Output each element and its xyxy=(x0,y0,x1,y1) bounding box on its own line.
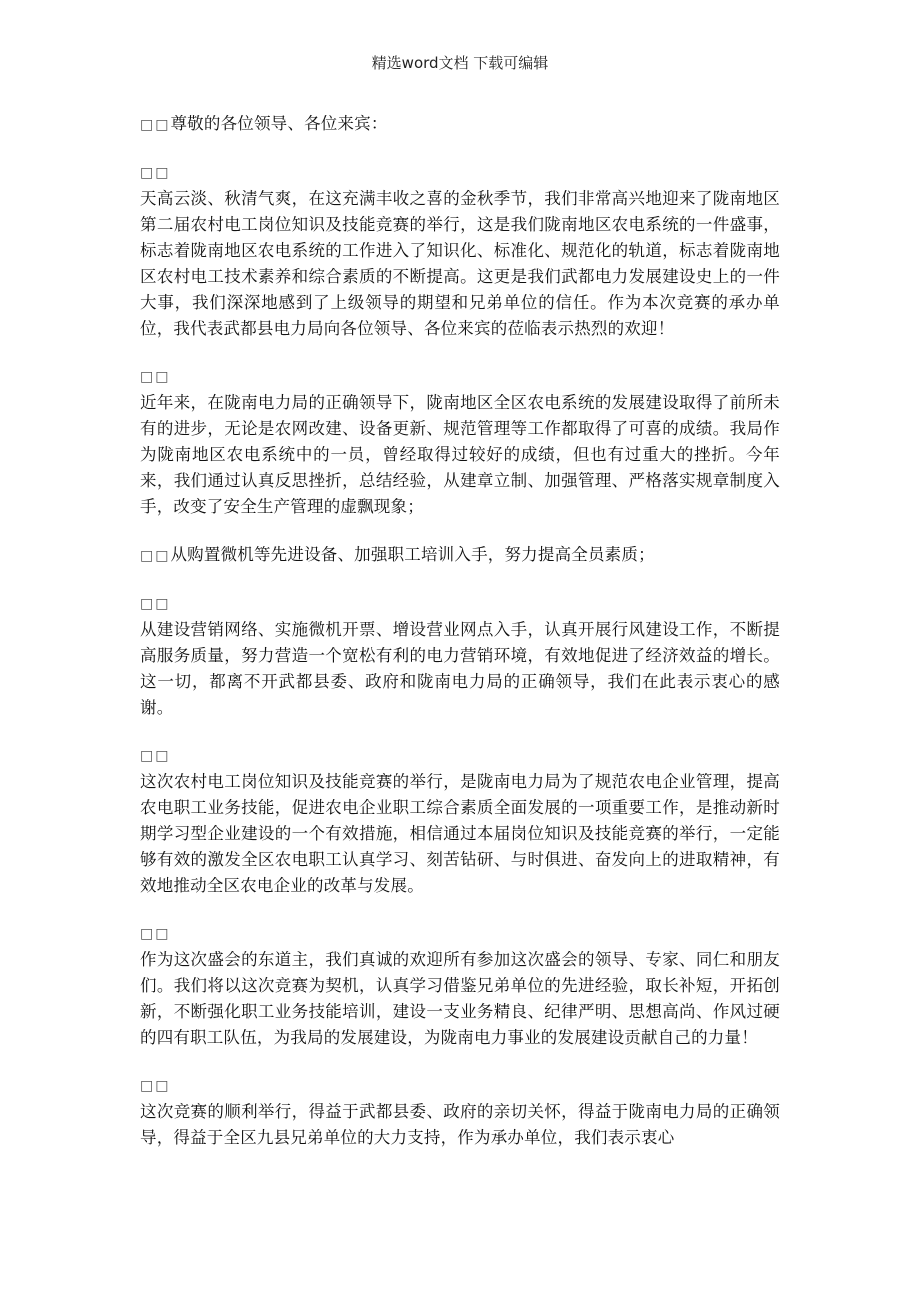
paragraph-5 xyxy=(140,921,780,1051)
lead-glyph: □□ xyxy=(140,117,171,133)
document-body xyxy=(140,111,780,1173)
paragraph-text: 这次竞赛的顺利举行，得益于武都县委、政府的亲切关怀，得益于陇南电力局的正确领导，得益于全区九县兄弟单位的大力支持，作为承办单位，我们表示衷心 xyxy=(140,1102,780,1147)
paragraph-text: 近年来，在陇南电力局的正确领导下，陇南地区全区农电系统的发展建设取得了前所未有的进步，无论是农网改建、设备更新、规范管理等工作都取得了可喜的成绩。我局作为陇南地区农电系统中的一员，曾经取得过较好的成绩，但也有过重大的挫折。今年来，我们通过认真反思挫折，总结经验，从建章立制、加强管理、严格落实规章制度入手，改变了安全生产管理的虚飘现象； xyxy=(140,393,780,516)
paragraph-3 xyxy=(140,591,780,721)
paragraph-6 xyxy=(140,1073,780,1151)
lead-glyph: □□ xyxy=(140,369,171,385)
paragraph-text: 从建设营销网络、实施微机开票、增设营业网点入手，认真开展行风建设工作，不断提高服务质量，努力营造一个宽松有利的电力营销环境，有效地促进了经济效益的增长。这一切，都离不开武都县委、政府和陇南电力局的正确领导，我们在此表示衷心的感谢。 xyxy=(140,620,780,717)
paragraph-text: 这次农村电工岗位知识及技能竞赛的举行，是陇南电力局为了规范农电企业管理，提高农电职工业务技能，促进农电企业职工综合素质全面发展的一项重要工作，是推动新时期学习型企业建设的一个有效措施，相信通过本届岗位知识及技能竞赛的举行，一定能够有效的激发全区农电职工认真学习、刻苦钻研、与时俱进、奋发向上的进取精神，有效地推动全区农电企业的改革与发展。 xyxy=(140,772,780,895)
paragraph-text: 天高云淡、秋清气爽，在这充满丰收之喜的金秋季节，我们非常高兴地迎来了陇南地区第二届农村电工岗位知识及技能竞赛的举行，这是我们陇南地区农电系统的一件盛事，标志着陇南地区农电系统的工作进入了知识化、标准化、规范化的轨道，标志着陇南地区农村电工技术素养和综合素质的不断提高。这更是我们武都电力发展建设史上的一件大事，我们深深地感到了上级领导的期望和兄弟单位的信任。作为本次竞赛的承办单位，我代表武都县电力局向各位领导、各位来宾的莅临表示热烈的欢迎！ xyxy=(140,189,780,338)
paragraph-text: 作为这次盛会的东道主，我们真诚的欢迎所有参加这次盛会的领导、专家、同仁和朋友们。我们将以这次竞赛为契机，认真学习借鉴兄弟单位的先进经验，取长补短，开拓创新，不断强化职工业务技能培训，建设一支业务精良、纪律严明、思想高尚、作风过硬的四有职工队伍，为我局的发展建设，为陇南电力事业的发展建设贡献自己的力量！ xyxy=(140,950,780,1047)
lead-glyph: □□ xyxy=(140,596,171,612)
lead-glyph: □□ xyxy=(140,748,171,764)
lead-glyph: □□ xyxy=(140,1078,171,1094)
lead-glyph: □□ xyxy=(140,926,171,942)
lead-glyph: □□ xyxy=(140,165,171,181)
paragraph-1 xyxy=(140,160,780,342)
paragraph-2 xyxy=(140,364,780,520)
greeting-line xyxy=(140,111,780,138)
inline-paragraph xyxy=(140,542,780,569)
greeting-text: 尊敬的各位领导、各位来宾： xyxy=(170,114,388,133)
page-header: 精选word文档 下载可编辑 xyxy=(371,54,549,72)
paragraph-text: 从购置微机等先进设备、加强职工培训入手，努力提高全员素质； xyxy=(170,545,655,564)
lead-glyph: □□ xyxy=(140,548,171,564)
paragraph-4 xyxy=(140,743,780,899)
